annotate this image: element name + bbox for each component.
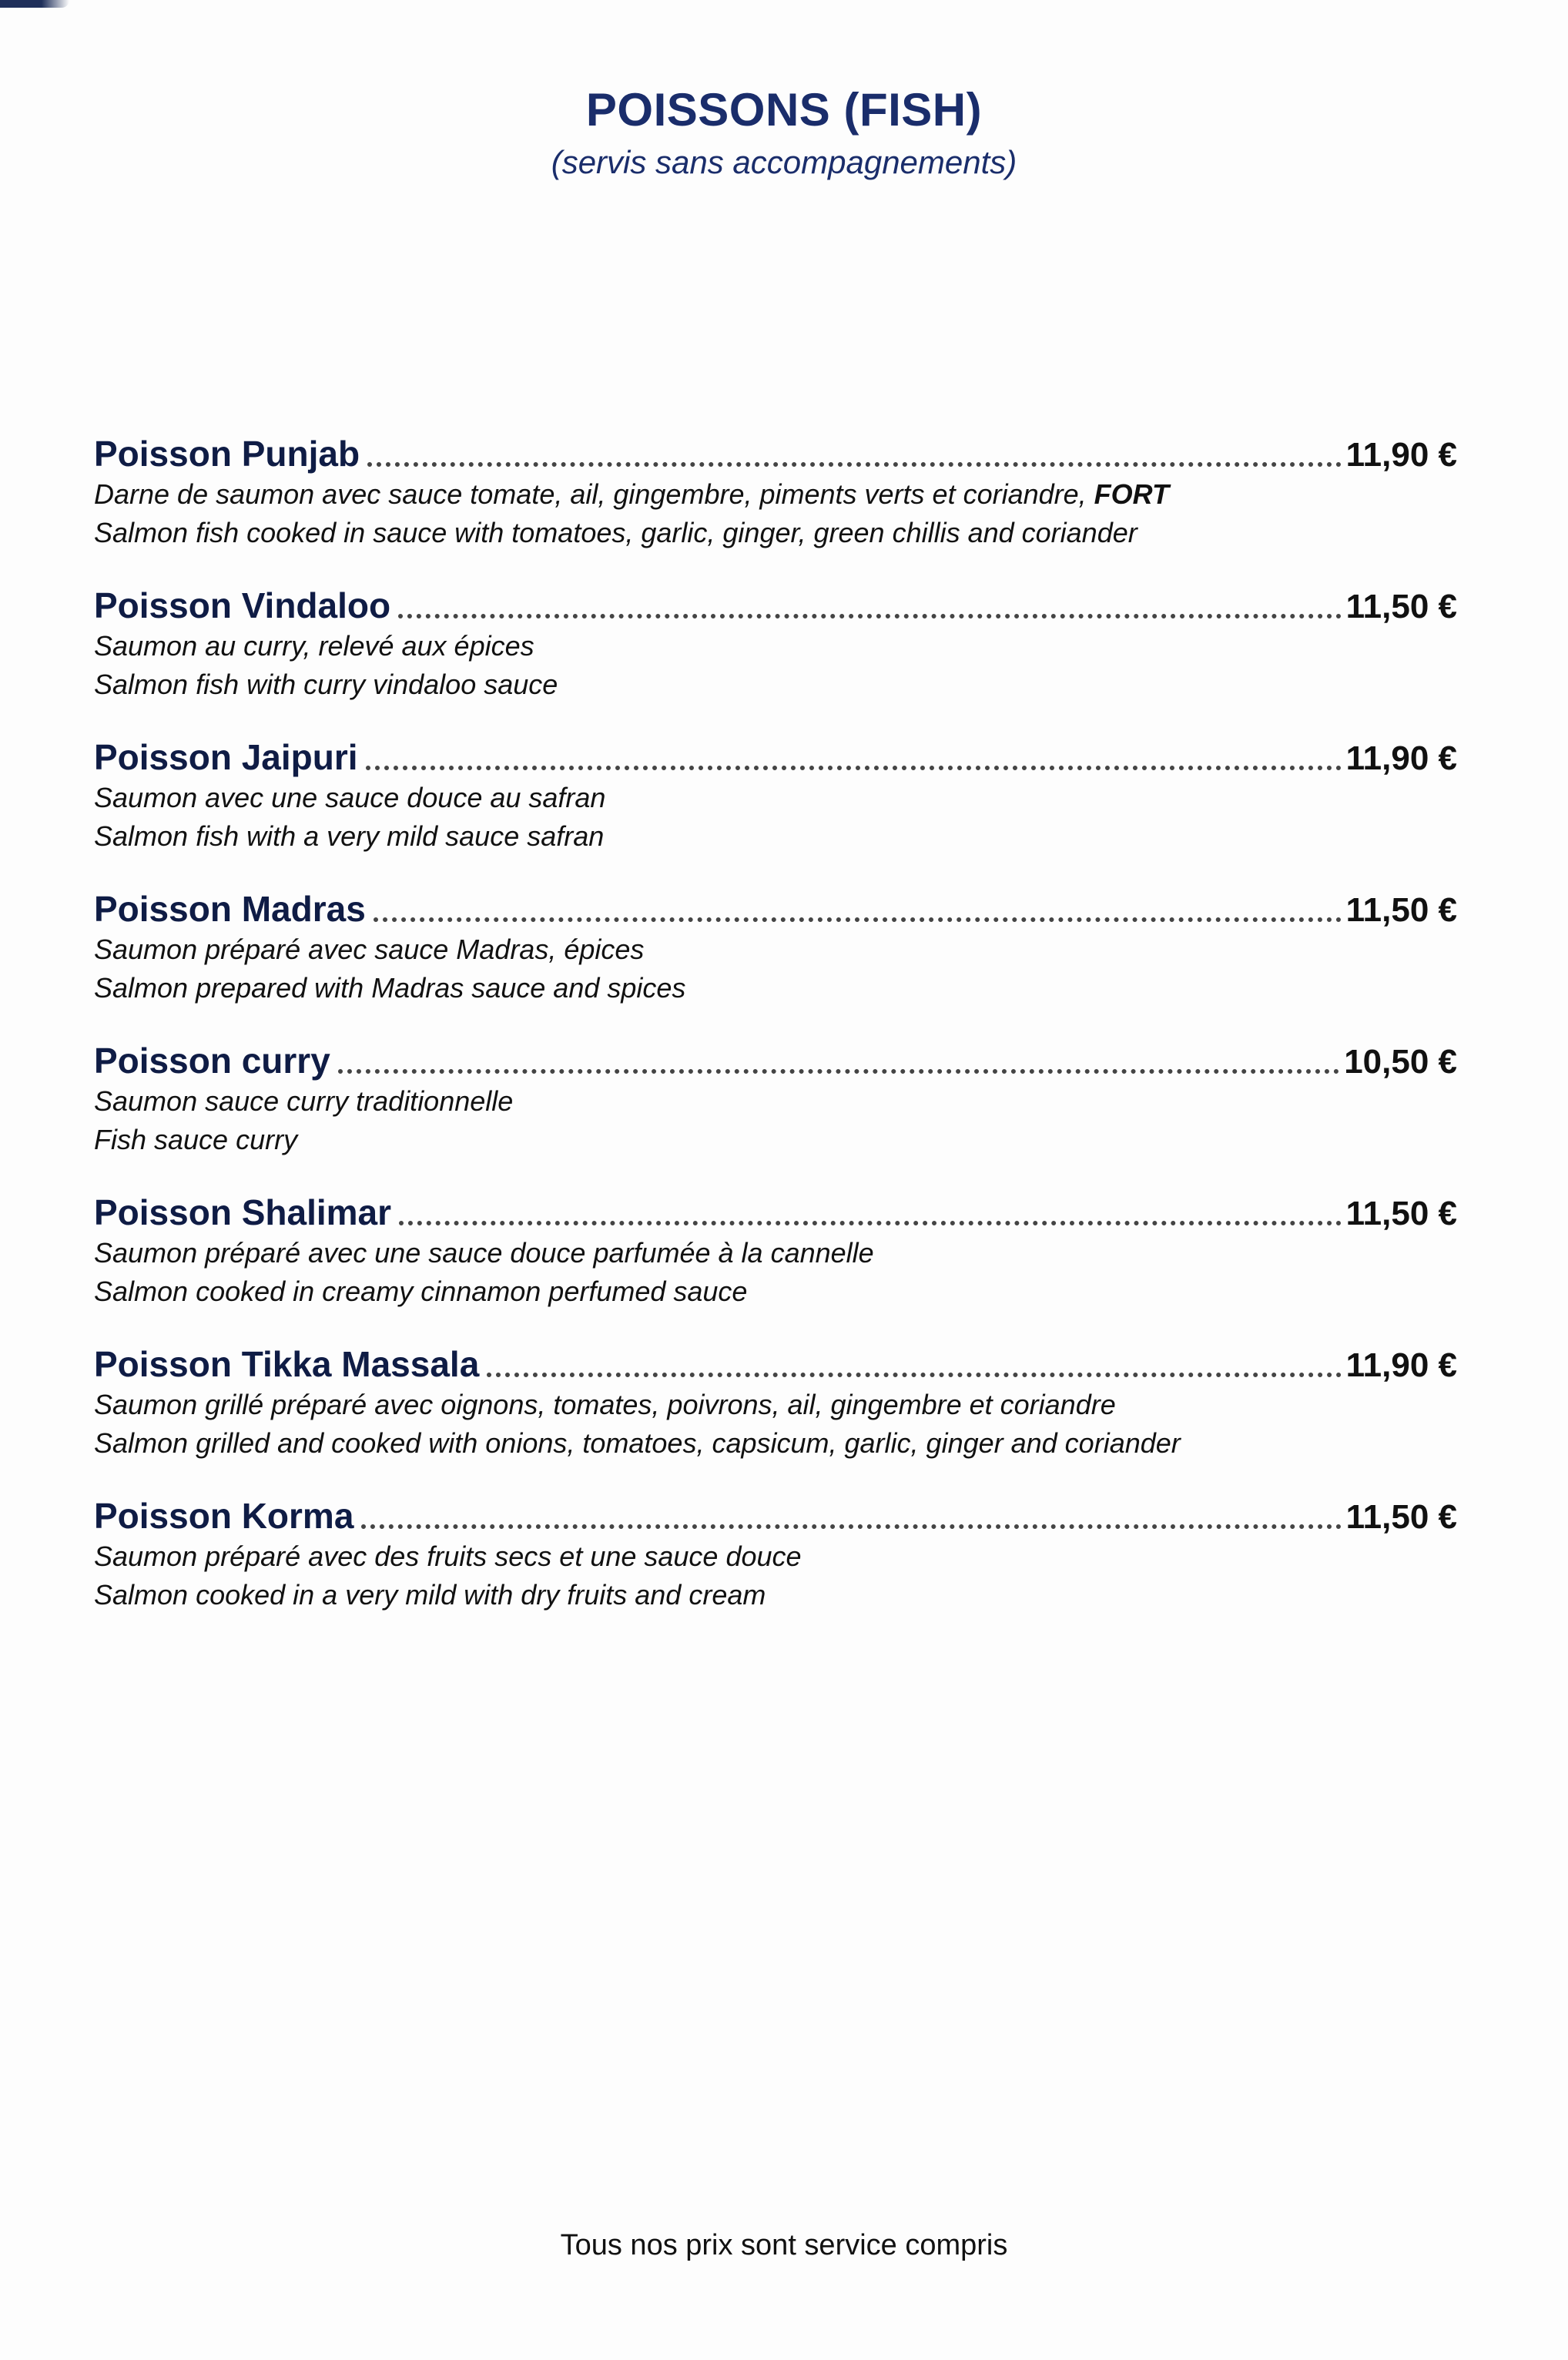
menu-item-vindaloo [94, 585, 1457, 736]
dot-leader [487, 1373, 1341, 1377]
item-name: Poisson curry [94, 1041, 330, 1081]
item-price: 10,50 € [1344, 1043, 1457, 1081]
menu-item-korma [94, 1495, 1457, 1647]
menu-item-tikka-massala [94, 1343, 1457, 1495]
dot-leader [361, 1524, 1341, 1529]
menu-item-shalimar [94, 1192, 1457, 1343]
item-price: 11,50 € [1345, 1498, 1457, 1536]
item-name: Poisson Tikka Massala [94, 1344, 480, 1384]
item-description-fr: Saumon avec une sauce douce au safran [94, 782, 606, 813]
dot-leader [399, 1221, 1342, 1225]
item-price: 11,90 € [1345, 436, 1457, 474]
menu-header [0, 83, 1568, 181]
item-description-fr: Saumon préparé avec des fruits secs et une sauce douce [94, 1540, 802, 1572]
dot-leader [374, 917, 1342, 922]
item-description-fr: Saumon grillé préparé avec oignons, tomates, poivrons, ail, gingembre et coriandre [94, 1389, 1116, 1420]
item-price: 11,90 € [1345, 1346, 1457, 1384]
item-description-en: Salmon grilled and cooked with onions, tomatoes, capsicum, garlic, ginger and coriander [94, 1427, 1181, 1459]
item-description-fr: Saumon au curry, relevé aux épices [94, 630, 534, 662]
dot-leader [366, 766, 1342, 770]
item-description-fr: Saumon préparé avec sauce Madras, épices [94, 934, 645, 965]
menu-list [94, 433, 1457, 1647]
menu-item-curry [94, 1040, 1457, 1192]
page-subtitle: (servis sans accompagnements) [551, 144, 1017, 180]
item-price: 11,90 € [1345, 739, 1457, 777]
menu-item-madras [94, 888, 1457, 1040]
menu-item-jaipuri [94, 736, 1457, 888]
page-title: POISSONS (FISH) [585, 84, 983, 136]
item-description-fr: Darne de saumon avec sauce tomate, ail, gingembre, piments verts et coriandre, FORT [94, 478, 1170, 510]
item-price: 11,50 € [1345, 1195, 1457, 1232]
spicy-label: FORT [1094, 478, 1170, 510]
item-name: Poisson Punjab [94, 434, 360, 474]
item-description-fr: Saumon préparé avec une sauce douce parfumée à la cannelle [94, 1237, 874, 1269]
dot-leader [338, 1069, 1339, 1074]
dot-leader [367, 462, 1342, 467]
page-corner-mark [0, 0, 69, 8]
item-price: 11,50 € [1345, 891, 1457, 929]
item-description-en: Salmon cooked in creamy cinnamon perfumed sauce [94, 1276, 748, 1307]
item-description-en: Fish sauce curry [94, 1124, 298, 1155]
item-name: Poisson Vindaloo [94, 585, 391, 625]
item-name: Poisson Madras [94, 889, 366, 929]
item-description-en: Salmon fish cooked in sauce with tomatoes, garlic, ginger, green chillis and coriander [94, 517, 1137, 548]
item-name: Poisson Jaipuri [94, 737, 358, 777]
item-description-en: Salmon cooked in a very mild with dry fruits and cream [94, 1579, 766, 1611]
item-name: Poisson Korma [94, 1496, 354, 1536]
item-description-fr: Saumon sauce curry traditionnelle [94, 1085, 514, 1117]
item-description-en: Salmon prepared with Madras sauce and spices [94, 972, 686, 1004]
dot-leader [398, 614, 1342, 618]
item-description-en: Salmon fish with curry vindaloo sauce [94, 669, 558, 700]
item-name: Poisson Shalimar [94, 1192, 392, 1232]
footer-note: Tous nos prix sont service compris [560, 2229, 1008, 2261]
item-description-en: Salmon fish with a very mild sauce safran [94, 820, 605, 852]
item-price: 11,50 € [1345, 588, 1457, 625]
menu-item-punjab [94, 433, 1457, 585]
